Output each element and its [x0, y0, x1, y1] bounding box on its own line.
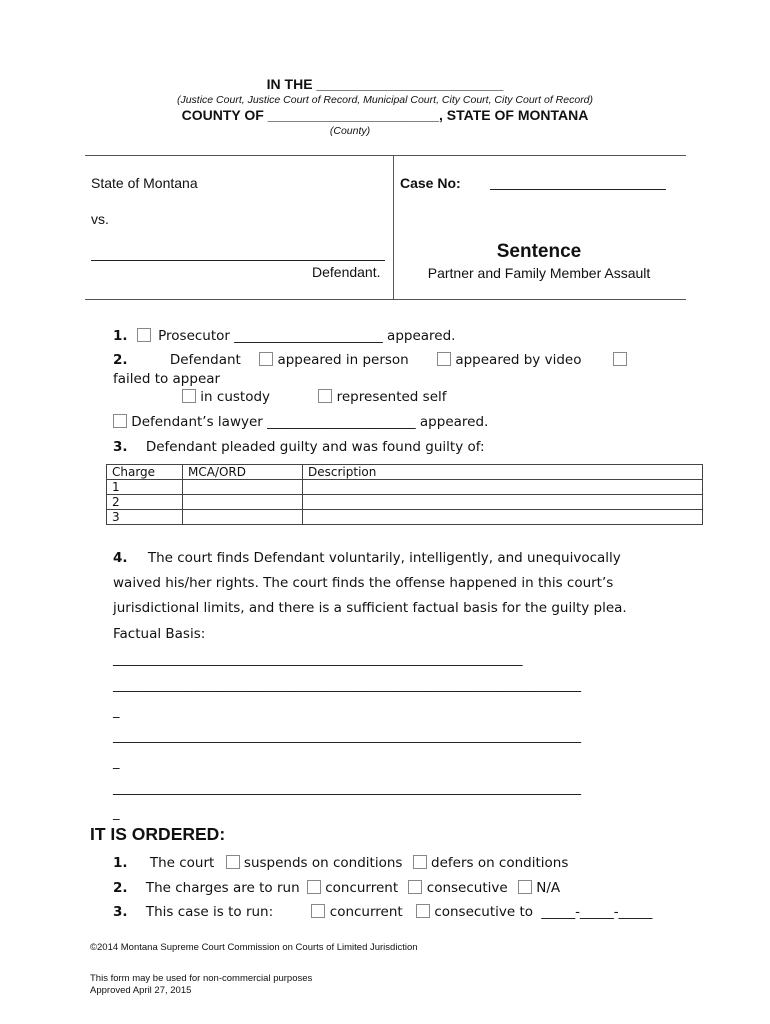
charge-number: 3	[107, 510, 183, 525]
custody-row	[182, 389, 447, 405]
item-4-number: 4.	[113, 550, 128, 566]
defendant-appearance-label: Defendant	[169, 352, 241, 368]
charges-consecutive-checkbox[interactable]	[408, 880, 422, 894]
appeared-in-person-checkbox[interactable]	[259, 352, 273, 366]
case-concurrent-checkbox[interactable]	[311, 904, 325, 918]
charges-consecutive-label: consecutive	[426, 880, 508, 896]
factual-basis-line-2[interactable]: ________________________________________________________________________	[113, 678, 581, 693]
item-1-number: 1.	[113, 328, 128, 344]
caption-bottom-rule	[85, 299, 686, 300]
case-consecutive-checkbox[interactable]	[416, 904, 430, 918]
appeared-by-video-checkbox[interactable]	[437, 352, 451, 366]
defendant-label: Defendant.	[312, 264, 381, 280]
factual-basis-line-1[interactable]: _______________________________________________________________	[113, 652, 523, 667]
plaintiff-name: State of Montana	[91, 175, 198, 191]
court-heading: IN THE ________________________	[266, 76, 504, 92]
factual-basis-label: Factual Basis:	[113, 626, 206, 642]
charge-number: 2	[107, 495, 183, 510]
defendant-lawyer-text: Defendant’s lawyer ______________________ appeared.	[131, 414, 489, 430]
represented-self-label: represented self	[336, 389, 447, 405]
table-row	[107, 480, 703, 495]
item-3-number: 3.	[113, 439, 128, 455]
item-3	[113, 439, 485, 455]
defendant-lawyer-checkbox[interactable]	[113, 414, 127, 428]
factual-basis-dash: _	[113, 704, 120, 719]
table-row	[107, 495, 703, 510]
mca-ord-cell[interactable]	[183, 495, 303, 510]
description-cell[interactable]	[303, 480, 703, 495]
description-cell[interactable]	[303, 510, 703, 525]
mca-ord-cell[interactable]	[183, 480, 303, 495]
ordered-item-3	[113, 904, 652, 920]
charges-concurrent-checkbox[interactable]	[307, 880, 321, 894]
suspends-checkbox[interactable]	[226, 855, 240, 869]
footer-use-note: This form may be used for non-commercial purposes	[90, 973, 313, 984]
ordered-3-number: 3.	[113, 904, 128, 920]
item-2	[113, 352, 627, 368]
versus-label: vs.	[91, 211, 109, 227]
prosecutor-text: Prosecutor ______________________ appeared.	[158, 328, 456, 344]
ordered-heading: IT IS ORDERED:	[90, 824, 226, 844]
county-label: (County)	[329, 125, 371, 137]
header-description: Description	[303, 465, 703, 480]
caption-top-rule	[85, 155, 686, 156]
ordered-2-text: The charges are to run	[145, 880, 300, 896]
header-mca-ord: MCA/ORD	[183, 465, 303, 480]
ordered-1-text: The court	[149, 855, 215, 871]
mca-ord-cell[interactable]	[183, 510, 303, 525]
case-number-label: Case No:	[400, 175, 461, 191]
header-charge: Charge	[107, 465, 183, 480]
footer-approved: Approved April 27, 2015	[90, 985, 192, 996]
case-consecutive-label: consecutive to	[434, 904, 534, 920]
item-1	[113, 328, 455, 344]
caption-divider	[393, 155, 394, 299]
defers-label: defers on conditions	[431, 855, 569, 871]
lawyer-row	[113, 414, 488, 430]
charges-concurrent-label: concurrent	[325, 880, 399, 896]
appeared-in-person-label: appeared in person	[277, 352, 409, 368]
in-custody-checkbox[interactable]	[182, 389, 196, 403]
item-4-line-1	[113, 550, 621, 566]
prosecutor-checkbox[interactable]	[137, 328, 151, 342]
in-custody-label: in custody	[200, 389, 271, 405]
case-number-field[interactable]	[490, 189, 666, 190]
failed-to-appear-checkbox[interactable]	[613, 352, 627, 366]
consecutive-case-field[interactable]: _____-_____-_____	[541, 904, 653, 920]
ordered-2-number: 2.	[113, 880, 128, 896]
case-concurrent-label: concurrent	[329, 904, 403, 920]
ordered-1-number: 1.	[113, 855, 128, 871]
item-2-number: 2.	[113, 352, 128, 368]
document-title: Sentence	[496, 241, 582, 262]
defers-checkbox[interactable]	[413, 855, 427, 869]
footer-copyright: ©2014 Montana Supreme Court Commission on Courts of Limited Jurisdiction	[90, 942, 418, 953]
appeared-by-video-label: appeared by video	[455, 352, 582, 368]
factual-basis-line-3[interactable]: ________________________________________________________________________	[113, 729, 581, 744]
document-subtitle: Partner and Family Member Assault	[427, 265, 651, 281]
suspends-label: suspends on conditions	[243, 855, 403, 871]
ordered-item-2	[113, 880, 560, 896]
ordered-item-1	[113, 855, 568, 871]
description-cell[interactable]	[303, 495, 703, 510]
item-4-line-3: jurisdictional limits, and there is a sufficient factual basis for the guilty plea.	[113, 600, 627, 616]
county-state-line: COUNTY OF ______________________, STATE OF MONTANA	[181, 107, 589, 123]
item-4-line-2: waived his/her rights. The court finds the offense happened in this court’s	[113, 575, 614, 591]
charges-table-header	[107, 465, 703, 480]
represented-self-checkbox[interactable]	[318, 389, 332, 403]
charges-na-checkbox[interactable]	[518, 880, 532, 894]
item-3-text: Defendant pleaded guilty and was found guilty of:	[145, 439, 485, 455]
ordered-3-text: This case is to run:	[145, 904, 274, 920]
factual-basis-dash: _	[113, 806, 120, 821]
charges-na-label: N/A	[536, 880, 561, 896]
factual-basis-line-4[interactable]: ________________________________________________________________________	[113, 781, 581, 796]
table-row	[107, 510, 703, 525]
charge-number: 1	[107, 480, 183, 495]
charges-table	[106, 464, 703, 525]
factual-basis-dash: _	[113, 755, 120, 770]
item-4-text-1: The court finds Defendant voluntarily, intelligently, and unequivocally	[147, 550, 621, 566]
failed-to-appear-label: failed to appear	[113, 371, 221, 387]
defendant-name-field[interactable]	[91, 260, 385, 261]
court-types-note: (Justice Court, Justice Court of Record, Municipal Court, City Court, City Court of Record)	[176, 94, 594, 106]
